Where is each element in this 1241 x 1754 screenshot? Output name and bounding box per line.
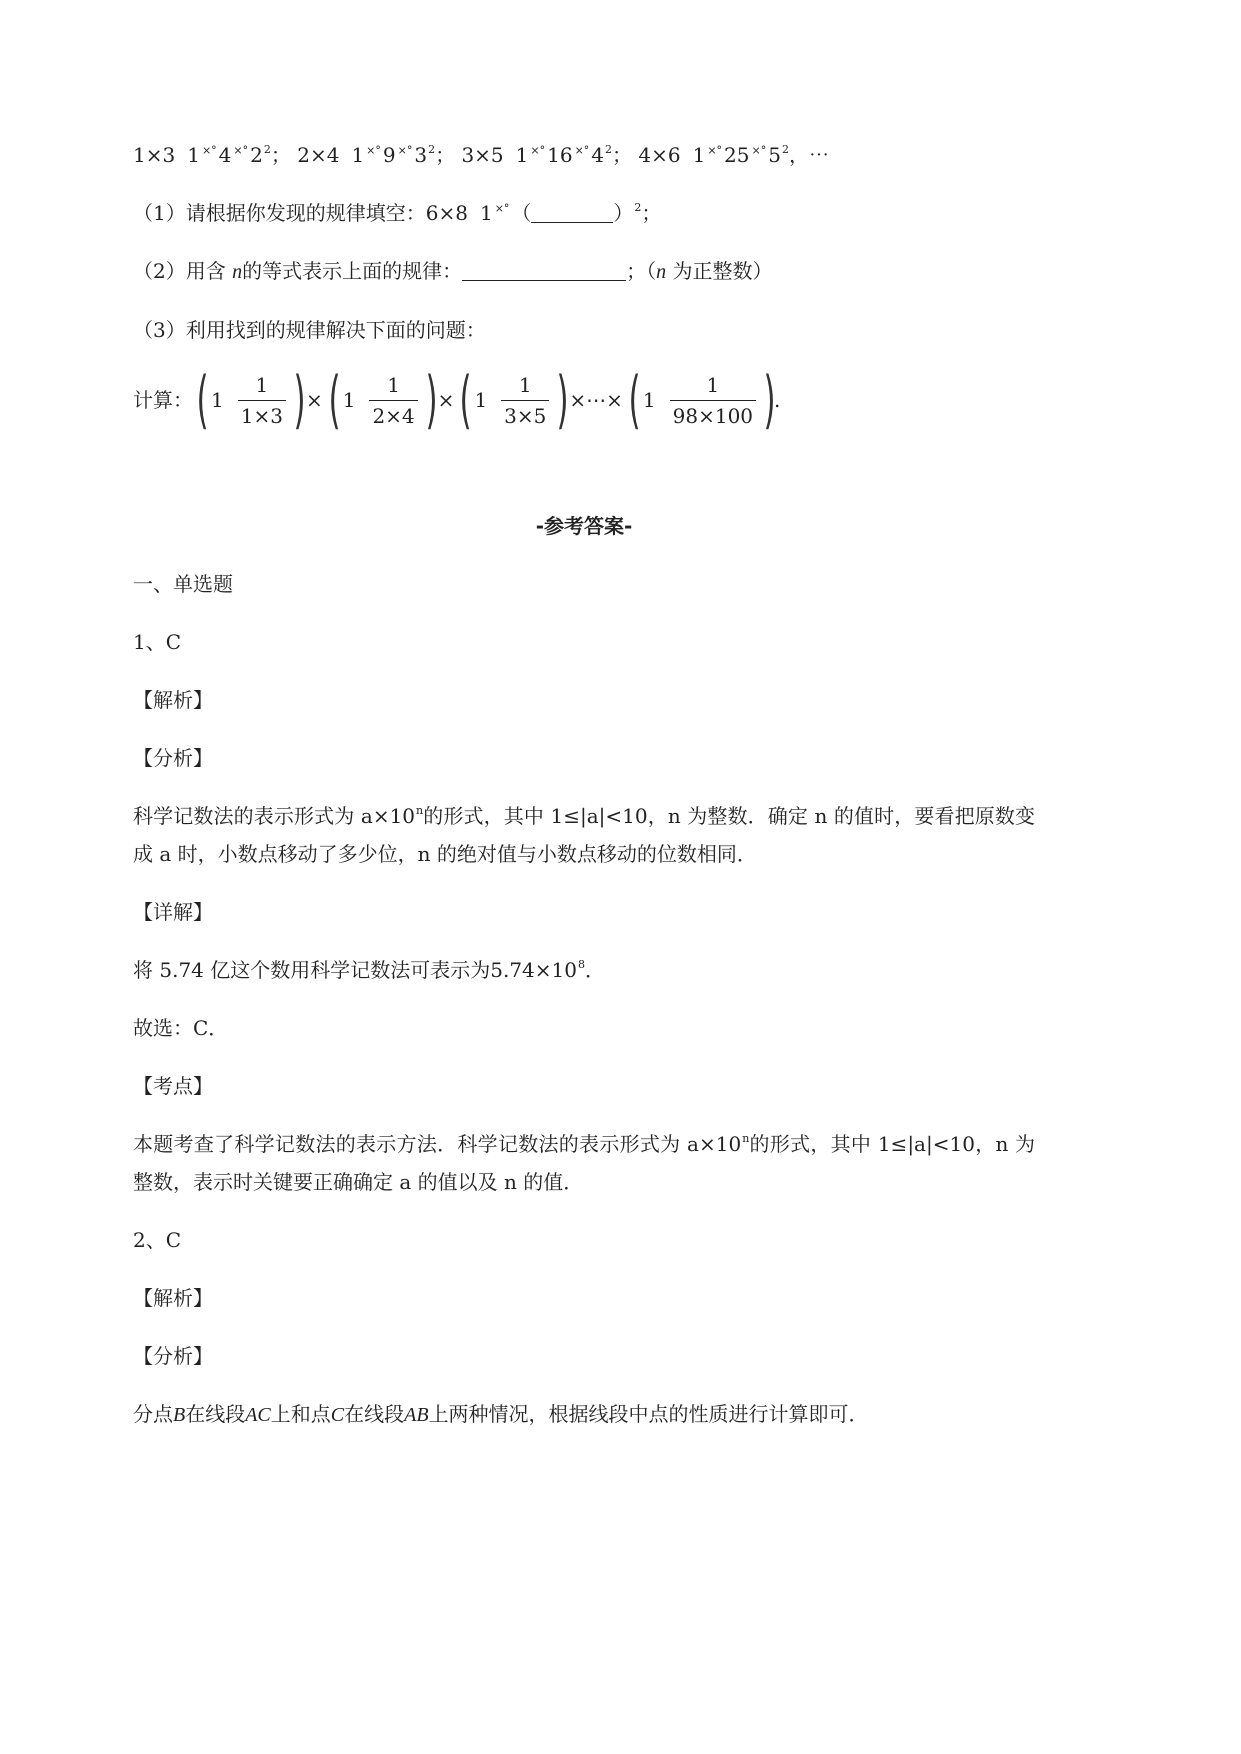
detail-text: 将 5.74 亿这个数用科学记数法可表示为 <box>133 958 491 982</box>
pattern-exponent: 2 <box>263 143 271 156</box>
analysis-text: 分点 <box>133 1402 173 1426</box>
pattern-base: 5 <box>768 143 781 167</box>
garbled-sign: ×° <box>201 144 217 157</box>
exponent-8: 8 <box>578 958 585 971</box>
garbled-sign: ×° <box>233 144 249 157</box>
question-1-open-paren: （ <box>511 201 532 225</box>
detail-tag: 【详解】 <box>133 900 213 924</box>
analysis-text: 上和点 <box>270 1402 331 1426</box>
fraction <box>501 370 549 431</box>
page-content <box>133 136 1035 1454</box>
exponent-n: n <box>742 1132 750 1145</box>
term-one: 1 <box>474 388 488 412</box>
term-one: 1 <box>211 388 224 412</box>
fraction <box>238 370 286 431</box>
answer-2-analysis <box>133 1395 1035 1434</box>
fraction-denominator: 1×3 <box>238 400 286 431</box>
pattern-base: 4 <box>591 143 605 167</box>
answer-1-choice: 故选：C． <box>133 1016 229 1040</box>
answer-1-point <box>133 1125 1035 1201</box>
analysis-tag: 【解析】 <box>133 1286 213 1310</box>
right-paren: ) <box>556 363 569 436</box>
question-1-one: 1 <box>479 201 493 225</box>
pattern-one: 1 <box>187 143 200 167</box>
fraction <box>670 370 756 431</box>
pattern-line <box>133 136 1035 174</box>
fraction-numerator: 1 <box>387 372 400 397</box>
calculation-formula <box>133 363 1035 437</box>
formula-term <box>456 365 567 435</box>
fraction-numerator: 1 <box>255 372 269 397</box>
question-2-end-close: 为正整数） <box>672 259 773 283</box>
segment-ac: AC <box>245 1404 271 1426</box>
analysis-text: 的形式，其中 1≤|a|<10，n 为整数．确定 n 的值时，要看把原数变成 a 时，小数点移动了多少位，n 的绝对值与小数点移动的位数相同． <box>133 804 1035 866</box>
question-3 <box>133 311 1035 349</box>
pattern-one: 1 <box>351 143 365 167</box>
question-1-exponent: 2 <box>634 201 642 214</box>
term-one: 1 <box>642 388 656 412</box>
garbled-sign: ×° <box>494 202 510 215</box>
point-b: B <box>173 1404 186 1426</box>
garbled-sign: ×° <box>530 144 546 157</box>
ellipsis-times: ×⋯× <box>569 388 623 412</box>
exponent-n: n <box>416 804 424 817</box>
point-text: 本题考查了科学记数法的表示方法．科学记数法的表示形式为 a×10 <box>133 1132 742 1156</box>
question-1-close-paren: ） <box>613 201 634 225</box>
fenxi-tag: 【分析】 <box>133 1344 213 1368</box>
pattern-exponent: 2 <box>781 143 789 156</box>
detail-number: 5.74×10 <box>490 958 577 982</box>
pattern-separator: ； <box>270 143 291 167</box>
question-3-label: （3）利用找到的规律解决下面的问题： <box>133 318 486 342</box>
pattern-exponent: 2 <box>428 143 436 156</box>
analysis-tag: 【解析】 <box>133 688 213 712</box>
formula-end: . <box>774 388 781 412</box>
point-text: 的形式，其中 1≤|a|<10，n 为整数，表示时关键要正确确定 a 的值以及 n 的值． <box>133 1132 1035 1194</box>
question-2 <box>133 252 1035 291</box>
formula-term <box>625 365 774 435</box>
fraction <box>369 370 417 431</box>
formula-term <box>193 365 304 435</box>
point-c: C <box>330 1404 345 1426</box>
question-1 <box>133 194 1035 232</box>
left-paren: ( <box>459 363 473 436</box>
right-paren: ) <box>425 363 438 436</box>
times-sign: × <box>437 388 455 412</box>
variable-n: n <box>656 261 667 283</box>
answer-blank-1 <box>531 200 613 223</box>
term-one: 1 <box>342 388 356 412</box>
garbled-sign: ×° <box>397 144 413 157</box>
times-sign: × <box>305 388 323 412</box>
garbled-sign: ×° <box>707 144 723 157</box>
pattern-prod: 3×5 <box>461 143 504 167</box>
pattern-separator: ，⋯ <box>788 143 829 167</box>
left-paren: ( <box>328 363 341 436</box>
formula-term <box>325 365 436 435</box>
garbled-sign: ×° <box>366 144 381 157</box>
analysis-text: 上两种情况，根据线段中点的性质进行计算即可． <box>428 1402 869 1426</box>
answer-2-number: 2、C <box>133 1228 182 1252</box>
fraction-denominator: 3×5 <box>501 400 549 431</box>
pattern-one: 1 <box>515 143 529 167</box>
detail-end: ． <box>585 958 605 982</box>
pattern-separator: ； <box>435 143 456 167</box>
fenxi-tag: 【分析】 <box>133 746 213 770</box>
pattern-prod: 4×6 <box>638 143 681 167</box>
question-1-label: （1）请根据你发现的规律填空： <box>133 201 426 225</box>
pattern-one: 1 <box>692 143 706 167</box>
pattern-square: 4 <box>218 143 232 167</box>
fraction-denominator: 2×4 <box>369 400 417 431</box>
fraction-numerator: 1 <box>706 372 720 397</box>
pattern-prod: 2×4 <box>297 143 340 167</box>
pattern-square: 16 <box>547 143 573 167</box>
pattern-square: 25 <box>724 143 750 167</box>
segment-ab: AB <box>404 1404 429 1426</box>
left-paren: ( <box>628 363 641 436</box>
point-tag: 【考点】 <box>133 1074 213 1098</box>
right-paren: ) <box>763 363 776 436</box>
section-title: 一、单选题 <box>133 572 233 596</box>
answer-1-number: 1、C <box>133 630 182 654</box>
pattern-square: 9 <box>382 143 396 167</box>
question-1-end: ； <box>641 201 662 225</box>
garbled-sign: ×° <box>751 144 767 157</box>
pattern-prod: 1×3 <box>133 143 176 167</box>
answer-1-detail <box>133 951 1035 989</box>
question-1-prod: 6×8 <box>425 201 468 225</box>
variable-n: n <box>232 261 243 283</box>
analysis-text: 在线段 <box>185 1402 246 1426</box>
pattern-exponent: 2 <box>605 143 613 156</box>
answer-blank-2 <box>462 258 626 281</box>
left-paren: ( <box>196 363 209 436</box>
formula-label: 计算： <box>133 388 193 412</box>
fraction-numerator: 1 <box>518 372 532 397</box>
analysis-text: 科学记数法的表示形式为 a×10 <box>133 804 416 828</box>
pattern-base: 3 <box>414 143 428 167</box>
question-2-end-open: ；（ <box>626 259 657 283</box>
pattern-separator: ； <box>612 143 633 167</box>
answer-1-analysis <box>133 797 1035 873</box>
question-2-mid: 的等式表示上面的规律： <box>242 259 463 283</box>
analysis-text: 在线段 <box>344 1402 405 1426</box>
question-2-pre: （2）用含 <box>133 259 226 283</box>
fraction-denominator: 98×100 <box>670 400 756 431</box>
garbled-sign: ×° <box>574 144 590 157</box>
right-paren: ) <box>293 363 306 436</box>
pattern-base: 2 <box>250 143 263 167</box>
answers-heading: -参考答案- <box>535 514 633 538</box>
